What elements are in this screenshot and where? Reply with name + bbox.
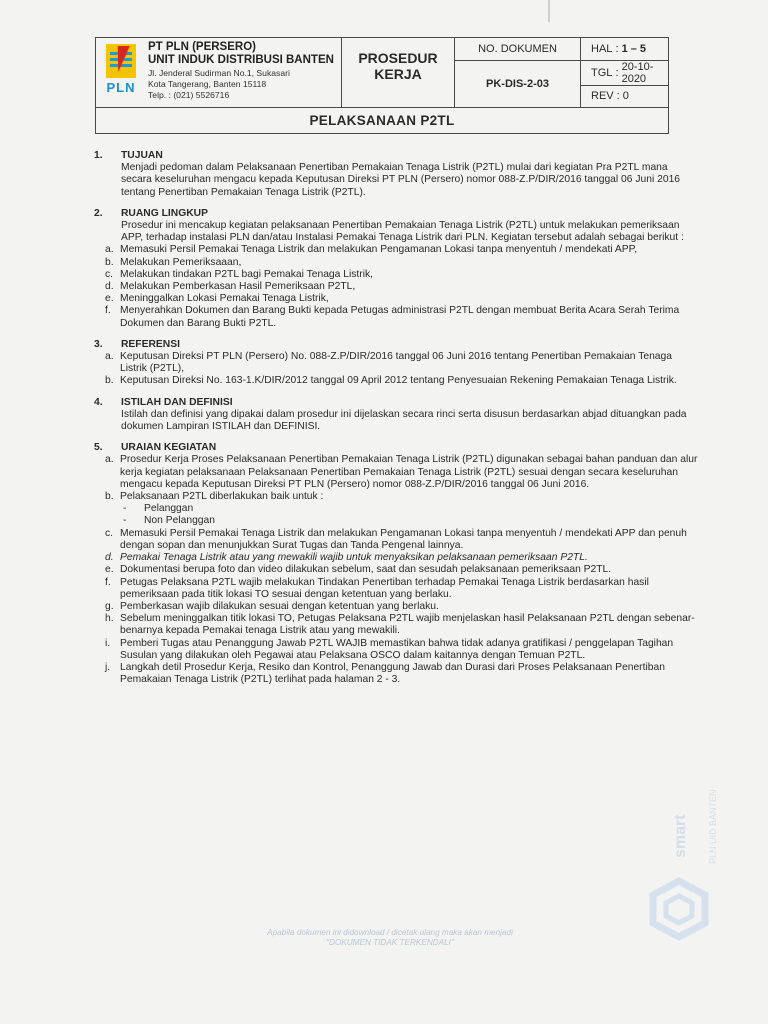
phone: Telp. : (021) 5526716 [148, 90, 230, 100]
section-ruang-lingkup [94, 208, 700, 330]
section-referensi [94, 339, 700, 388]
section-title: ISTILAH DAN DEFINISI [121, 396, 233, 408]
rev-label: REV [591, 90, 614, 103]
revision-info: REV : 0 [581, 85, 668, 108]
rev-value: 0 [622, 90, 629, 103]
sub-list-item: - Pelanggan [123, 503, 194, 515]
document-header [95, 37, 669, 134]
list-item: i. Pemberi Tugas atau Penanggung Jawab P2TL WAJIB memastikan bahwa tidak adanya gratifikasi / penggelapan Tagihan Susulan yang dilakukan oleh Pegawai atau Pelaksana OSCO dalam kaitannya dengan Temuan P2TL. [105, 637, 674, 661]
date-label: TGL [591, 66, 613, 79]
section-tujuan [94, 150, 700, 199]
list-item: a. Memasuki Persil Pemakai Tenaga Listrik dan melakukan Pengamanan Lokasi tanpa menyentuh / mendekati APP, [105, 244, 638, 256]
doc-meta-cell [581, 38, 668, 107]
doc-number-cell [455, 38, 581, 107]
scope-list [105, 244, 700, 329]
company-name: PT PLN (PERSERO) [148, 41, 256, 53]
doc-type-cell [342, 38, 455, 107]
footer-note [200, 928, 580, 948]
page-value: 1 – 5 [621, 42, 647, 55]
section-number: 4. [94, 396, 103, 408]
section-number: 2. [94, 207, 103, 219]
section-text: Menjadi pedoman dalam Pelaksanaan Penertiban Pemakaian Tenaga Listrik (P2TL) mulai dari kegiatan Pra P2TL mana secara keseluruhan mengacu kepada Keputusan Direksi PT PLN (Persero) nomor 088-Z.P/DIR/2016 tanggal 06 Juni 2016 tentang Penertiban Pemakaian Tenaga Listrik (P2TL). [121, 162, 681, 198]
doc-number-label: NO. DOKUMEN [455, 38, 580, 61]
section-title: URAIAN KEGIATAN [121, 442, 217, 454]
list-item: e. Meninggalkan Lokasi Pemakai Tenaga Listrik, [105, 293, 329, 305]
scan-edge-mark [548, 0, 550, 22]
section-number: 5. [94, 442, 103, 454]
svg-text:smart: smart [672, 814, 689, 858]
footer-line-2: "DOKUMEN TIDAK TERKENDALI" [326, 938, 454, 947]
list-item: c. Memasuki Persil Pemakai Tenaga Listrik dan melakukan Pengamanan Lokasi tanpa menyentuh / mendekati APP dan penuh dengan sopan dan menunjukkan Surat Tugas dan Tanda Pengenal lainnya. [105, 527, 687, 551]
list-item: f. Petugas Pelaksana P2TL wajib melakukan Tindakan Penertiban terhadap Pemakai Tenaga Listrik berdasarkan hasil pemeriksaan pada titik lokasi TO sesuai dengan ketentuan yang berlaku. [105, 576, 649, 600]
sub-list-item: - Non Pelanggan [123, 515, 215, 527]
section-number: 3. [94, 338, 103, 350]
list-item: h. Sebelum meninggalkan titik lokasi TO, Petugas Pelaksana P2TL wajib menjelaskan hasil Pelaksanaan P2TL dengan sebenar-benarnya kepada Pemakai tenaga Listrik atau yang mewakili. [105, 613, 695, 637]
header-top-row [96, 38, 668, 108]
watermark-logo-icon [648, 878, 710, 940]
company-info [146, 38, 334, 107]
document-body [94, 150, 700, 695]
list-item: b. Pelaksanaan P2TL diberlakukan baik untuk : [105, 491, 324, 503]
list-item: f. Menyerahkan Dokumen dan Barang Bukti kepada Petugas administrasi P2TL dengan membuat Berita Acara Serah Terima Dokumen dan Barang Bukti P2TL. [105, 305, 680, 329]
page-label: HAL [591, 42, 613, 55]
date-info: TGL : 20-10-2020 [581, 60, 668, 85]
list-item: b. Keputusan Direksi No. 163-1.K/DIR/2012 tanggal 09 April 2012 tentang Penyesuaian Rekening Pemakaian Tenaga Listrik. [105, 375, 677, 387]
doc-type-line-2: KERJA [374, 66, 422, 82]
date-value: 20-10-2020 [621, 60, 654, 85]
section-title: REFERENSI [121, 338, 180, 350]
section-uraian-kegiatan [94, 442, 700, 686]
list-item: e. Dokumentasi berupa foto dan video dilakukan sebelum, saat dan sesudah pelaksanaan pemeriksaan P2TL. [105, 564, 612, 576]
address-line-1: Jl. Jenderal Sudirman No.1, Sukasari [148, 68, 290, 78]
address-line-2: Kota Tangerang, Banten 15118 [148, 79, 267, 89]
watermark-unit [706, 728, 720, 868]
document-title: PELAKSANAAN P2TL [309, 113, 455, 128]
section-number: 1. [94, 150, 103, 161]
doc-number: PK-DIS-2-03 [486, 78, 549, 90]
section-intro: Prosedur ini mencakup kegiatan pelaksanaan Penertiban Pemakaian Tenaga Listrik (P2TL) untuk melakukan pemeriksaan APP, terhadap instalasi PLN dan/atau Instalasi Pemakai Tenaga Listrik dari PLN. Kegiatan tersebut adalah sebagai berikut : [121, 220, 684, 244]
list-item: j. Langkah detil Prosedur Kerja, Resiko dan Kontrol, Penanggung Jawab dan Durasi dari Proses Pelaksanaan Penertiban Pemakaian Tenaga Listrik (P2TL) terlihat pada halaman 2 - 3. [105, 661, 665, 686]
activity-list [105, 454, 700, 686]
list-item: g. Pemberkasan wajib dilakukan sesuai dengan ketentuan yang berlaku. [105, 600, 439, 612]
list-item: a. Prosedur Kerja Proses Pelaksanaan Penertiban Pemakaian Tenaga Listrik (P2TL) digunakan sebagai bahan panduan dan alur kerja kegiatan pelaksanaan Pelaksanaan Penertiban Pemakaian Tenaga Listrik (P2TL) sesuai dengan secara keseluruhan mengacu kepada Keputusan Direksi PT PLN (Persero) nomor 088-Z.P/DIR/2016 tanggal 06 Juni 2016. [105, 454, 698, 490]
list-item: c. Melakukan tindakan P2TL bagi Pemakai Tenaga Listrik, [105, 268, 373, 280]
unit-name: UNIT INDUK DISTRIBUSI BANTEN [148, 54, 334, 66]
section-text: Istilah dan definisi yang dipakai dalam prosedur ini dijelaskan secara rinci serta disusun berdasarkan abjad dituangkan pada dokumen Lampiran ISTILAH dan DEFINISI. [121, 408, 687, 433]
reference-list [105, 351, 700, 388]
company-cell [96, 38, 342, 107]
section-istilah [94, 397, 700, 434]
logo-text: PLN [106, 80, 136, 95]
section-title: RUANG LINGKUP [121, 207, 208, 219]
pln-logo-icon [106, 44, 136, 78]
doc-type-line-1: PROSEDUR [358, 50, 438, 66]
page-info: HAL : 1 – 5 [591, 42, 647, 55]
list-item: b. Melakukan Pemeriksaaan, [105, 256, 242, 268]
watermark-brand [674, 720, 688, 860]
list-item: d. Pemakai Tenaga Listrik atau yang mewakili wajib untuk menyaksikan pelaksanaan pemeriksaan P2TL. [105, 552, 588, 564]
list-item: d. Melakukan Pemberkasan Hasil Pemeriksaan P2TL, [105, 281, 356, 293]
svg-text:PLN UID BANTEN: PLN UID BANTEN [708, 789, 718, 864]
section-title: TUJUAN [121, 150, 163, 161]
pln-logo [96, 38, 146, 107]
list-item: a. Keputusan Direksi PT PLN (Persero) No. 088-Z.P/DIR/2016 tanggal 06 Juni 2016 tentang Penertiban Pemakaian Tenaga Listrik (P2TL), [105, 351, 672, 375]
footer-line-1: Apabila dokumen ini didownload / dicetak ulang maka akan menjadi [267, 928, 513, 937]
